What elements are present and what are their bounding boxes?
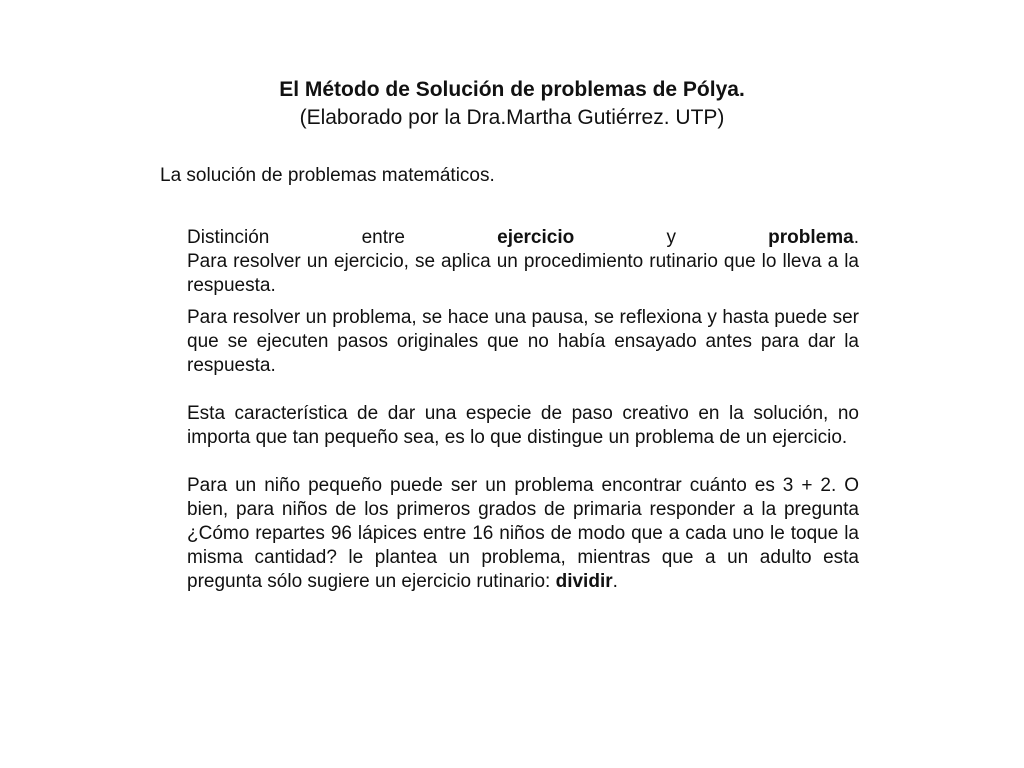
distinction-word-2: entre (361, 227, 405, 248)
paragraph-ejemplo-period: . (612, 571, 618, 592)
intro-text: La solución de problemas matemáticos. (160, 165, 495, 186)
distinction-word-1: Distinción (187, 227, 270, 248)
paragraph-ejemplo (187, 474, 859, 594)
distinction-line (187, 226, 859, 250)
term-problema: problema (768, 227, 854, 248)
distinction-word-4: y (666, 227, 676, 248)
title-main: El Método de Solución de problemas de Pólya. (279, 78, 745, 101)
body-content (187, 226, 859, 594)
term-dividir: dividir (555, 571, 613, 592)
paragraph-caracteristica: Esta característica de dar una especie de paso creativo en la solución, no importa que tan pequeño sea, es lo que distingue un problema de un ejercicio. (187, 403, 859, 448)
slide-title (0, 76, 1024, 132)
term-problema-wrap (768, 226, 859, 250)
term-ejercicio: ejercicio (497, 227, 575, 248)
paragraph-ejemplo-text: Para un niño pequeño puede ser un problema encontrar cuánto es 3 + 2. O bien, para niños de los primeros grados de primaria responder a la pregunta ¿Cómo repartes 96 lápices entre 16 niños de modo que a cada uno le toque la misma cantidad? le plantea un problema, mientras que a un adulto esta pregunta sólo sugiere un ejercicio rutinario: (187, 475, 859, 592)
distinction-period: . (853, 227, 859, 248)
paragraph-ejercicio: Para resolver un ejercicio, se aplica un procedimiento rutinario que lo lleva a la respuesta. (187, 251, 859, 296)
title-subtitle: (Elaborado por la Dra.Martha Gutiérrez. UTP) (299, 106, 725, 129)
paragraph-problema: Para resolver un problema, se hace una pausa, se reflexiona y hasta puede ser que se ejecuten pasos originales que no había ensayado antes para dar la respuesta. (187, 307, 859, 376)
